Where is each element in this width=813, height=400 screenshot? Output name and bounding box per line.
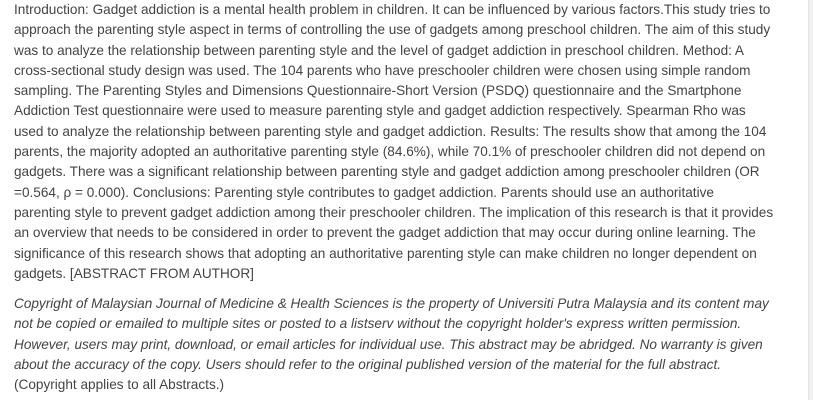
abstract-text: Introduction: Gadget addiction is a mental health problem in children. It can be influenced by various factors.This study tries to approach the parenting style aspect in terms of controlling the use of gadgets among preschool children. The aim of this study was to analyze the relationship between parenting style and the level of gadget addiction in preschool children. Method: A cross-sectional study design was used. The 104 parents who have preschooler children were chosen using simple random sampling. The Parenting Styles and Dimensions Questionnaire-Short Version (PSDQ) questionnaire and the Smartphone Addiction Test questionnaire were used to measure parenting style and gadget addiction respectively. Spearman Rho was used to analyze the relationship between parenting style and gadget addiction. Results: The results show that among the 104 parents, the majority adopted an authoritative parenting style (84.6%), while 70.1% of preschooler children did not depend on gadgets. There was a significant relationship between parenting style and gadget addiction among preschooler children (OR =0.564, ρ = 0.000). Conclusions: Parenting style contributes to gadget addiction. Parents should use an authoritative parenting style to prevent gadget addiction among their preschooler children. The implication of this research is that it provides an overview that needs to be considered in order to prevent the gadget addiction that may occur during online learning. The significance of this research shows that adopting an authoritative parenting style can make children no longer dependent on gadgets. [ABSTRACT FROM AUTHOR] <box>14 2 774 281</box>
copyright-statement: Copyright of Malaysian Journal of Medicine & Health Sciences is the property of Universiti Putra Malaysia and its content may not be copied or emailed to multiple sites or posted to a listserv without the copyright holder's express written permission. However, users may print, download, or email articles for individual use. This abstract may be abridged. No warranty is given about the accuracy of the copy. Users should refer to the original published version of the material for the full abstract. <box>14 296 769 372</box>
scrollbar-track[interactable] <box>808 0 813 400</box>
copyright-notice <box>14 294 774 395</box>
copyright-applies-note: (Copyright applies to all Abstracts.) <box>14 377 225 393</box>
